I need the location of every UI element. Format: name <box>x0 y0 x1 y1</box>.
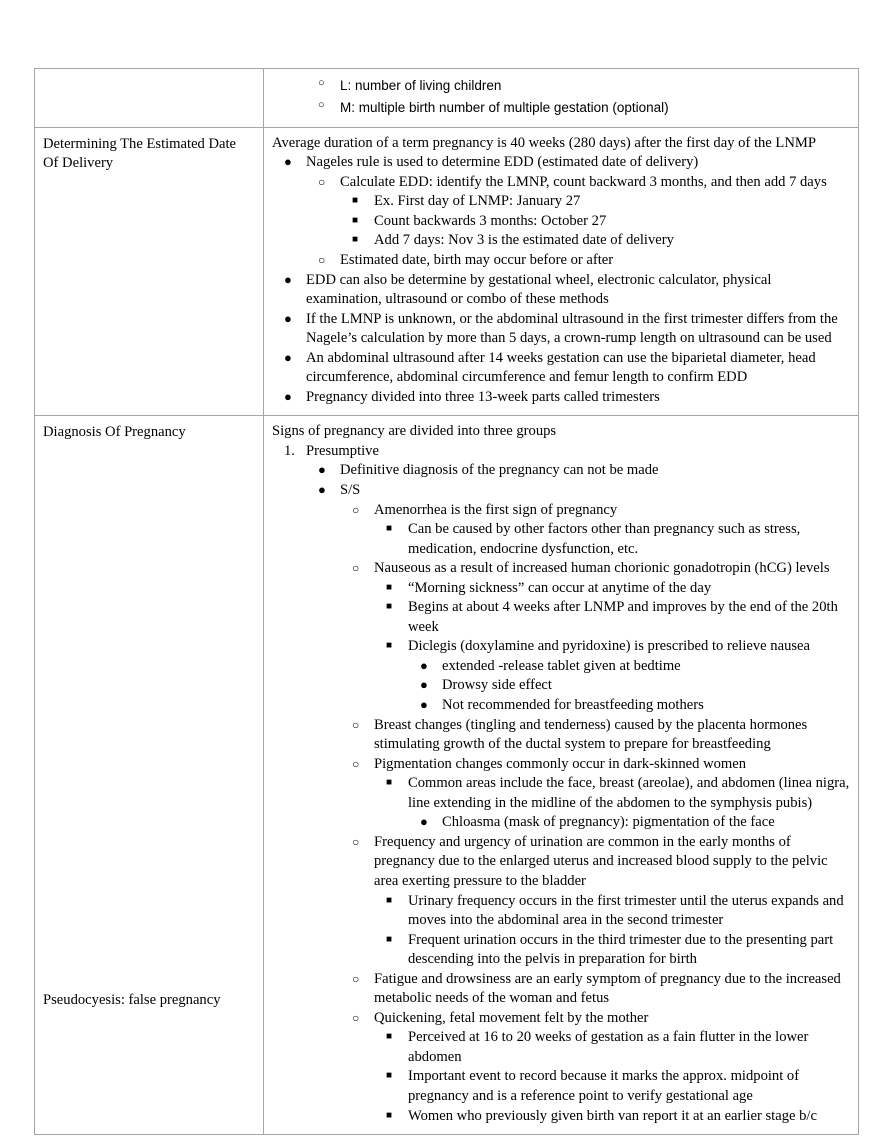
list-item <box>352 192 850 212</box>
list-item <box>318 97 850 119</box>
list-item-text: Nauseous as a result of increased human chorionic gonadotropin (hCG) levels <box>374 560 830 577</box>
row-label-cell <box>35 127 264 416</box>
square-bullet-icon: ■ <box>386 777 393 789</box>
list-item-text: “Morning sickness” can occur at anytime of the day <box>408 579 712 596</box>
list-item <box>386 520 850 559</box>
table-row <box>35 416 859 1135</box>
circle-bullet-icon: ○ <box>352 502 360 517</box>
disc-bullet-icon: ● <box>284 388 292 404</box>
circle-bullet-icon: ○ <box>352 971 360 986</box>
disc-bullet-icon: ● <box>420 677 428 693</box>
row-body-cell <box>264 69 859 128</box>
circle-bullet-icon: ○ <box>352 717 360 732</box>
row-label: Diagnosis Of Pregnancy <box>43 424 186 441</box>
disc-bullet-icon: ● <box>420 697 428 713</box>
circle-bullet-icon: ○ <box>318 174 326 189</box>
disc-bullet-icon: ● <box>318 462 326 478</box>
disc-bullet-icon: ● <box>420 814 428 830</box>
list-item <box>318 251 850 271</box>
list-item-text: Breast changes (tingling and tenderness) caused by the placenta hormones stimulating growth of the ductal system to prepare for breastfeeding <box>374 716 808 753</box>
list-item <box>420 676 850 696</box>
list-item <box>284 388 850 408</box>
square-bullet-icon: ■ <box>352 195 359 207</box>
list-item <box>352 716 850 755</box>
list-item-text: An abdominal ultrasound after 14 weeks gestation can use the biparietal diameter, head circumference, abdominal circumference and femur length to confirm EDD <box>306 349 816 386</box>
list-item <box>386 637 850 657</box>
list-item-text: Frequent urination occurs in the third trimester due to the presenting part descending into the pelvis in preparation for birth <box>408 931 834 968</box>
list-item-text: Perceived at 16 to 20 weeks of gestation as a fain flutter in the lower abdomen <box>408 1029 809 1065</box>
square-bullet-icon: ■ <box>386 1031 393 1043</box>
list-item-text: Urinary frequency occurs in the first trimester until the uterus expands and moves into the abdominal area in the second trimester <box>408 892 844 929</box>
list-item-text: Estimated date, birth may occur before or after <box>340 252 614 268</box>
list-item <box>284 310 850 349</box>
list-item-text: Can be caused by other factors other than pregnancy such as stress, medication, endocrine dysfunction, etc. <box>408 521 801 557</box>
table-row <box>35 127 859 416</box>
list-item <box>352 833 850 892</box>
lead-text: Average duration of a term pregnancy is 40 weeks (280 days) after the first day of the LNMP <box>272 134 816 151</box>
list-item-text: Pigmentation changes commonly occur in dark-skinned women <box>374 755 747 772</box>
list-item-text: Definitive diagnosis of the pregnancy can not be made <box>340 462 659 479</box>
list-item-text: Count backwards 3 months: October 27 <box>374 212 607 229</box>
disc-bullet-icon: ● <box>284 271 292 287</box>
list-item <box>318 75 850 97</box>
square-bullet-icon: ■ <box>352 214 359 226</box>
square-bullet-icon: ■ <box>386 581 393 593</box>
circle-bullet-icon: ○ <box>352 1010 360 1025</box>
list-item-text: Quickening, fetal movement felt by the mother <box>374 1009 649 1026</box>
list-item-text: Nageles rule is used to determine EDD (estimated date of delivery) <box>306 154 699 171</box>
list-item <box>352 1009 850 1029</box>
circle-bullet-icon: ○ <box>318 253 326 267</box>
list-item <box>318 461 850 481</box>
row-label-cell <box>35 69 264 128</box>
list-item <box>284 442 850 462</box>
list-item <box>284 153 850 173</box>
list-item-text: Women who previously given birth van report it at an earlier stage b/c <box>408 1107 817 1124</box>
list-item-text: Ex. First day of LNMP: January 27 <box>374 193 581 210</box>
notes-table <box>34 68 859 1135</box>
list-item <box>420 696 850 716</box>
lead-text: Signs of pregnancy are divided into three groups <box>272 423 557 440</box>
list-item <box>386 1067 850 1106</box>
disc-bullet-icon: ● <box>284 154 292 170</box>
list-item <box>386 1028 850 1067</box>
list-item-text: extended -release tablet given at bedtime <box>442 657 681 674</box>
list-item-text: M: multiple birth number of multiple gestation (optional) <box>340 99 669 115</box>
list-item-text: Important event to record because it marks the approx. midpoint of pregnancy and is a reference point to verify gestational age <box>408 1068 800 1104</box>
square-bullet-icon: ■ <box>386 640 393 652</box>
list-item-text: Drowsy side effect <box>442 677 552 694</box>
disc-bullet-icon: ● <box>284 349 292 365</box>
list-item <box>386 1107 850 1127</box>
circle-bullet-icon: ○ <box>318 98 325 111</box>
row-label: Determining The Estimated Date Of Delivery <box>43 135 237 172</box>
list-item <box>352 231 850 251</box>
list-item-text: Frequency and urgency of urination are common in the early months of pregnancy due to the enlarged uterus and increased blood supply to the pelvic area exerting pressure to the bladder <box>374 833 828 889</box>
list-item-text: Common areas include the face, breast (areolae), and abdomen (linea nigra, line extending in the midline of the abdomen to the symphysis pubis) <box>408 775 850 811</box>
list-item-text: EDD can also be determine by gestational wheel, electronic calculator, physical examination, ultrasound or combo of these methods <box>306 271 772 308</box>
square-bullet-icon: ■ <box>386 1109 393 1121</box>
list-item-text: Begins at about 4 weeks after LNMP and improves by the end of the 20th week <box>408 599 838 635</box>
circle-bullet-icon: ○ <box>352 834 360 849</box>
square-bullet-icon: ■ <box>386 601 393 613</box>
list-item-text: S/S <box>340 482 361 499</box>
row-label-cell <box>35 416 264 1135</box>
row-label <box>43 75 255 76</box>
row-body-cell <box>264 127 859 416</box>
list-item <box>386 892 850 931</box>
list-item-text: Pregnancy divided into three 13-week parts called trimesters <box>306 388 660 405</box>
row-body-cell <box>264 416 859 1135</box>
disc-bullet-icon: ● <box>284 310 292 326</box>
list-item <box>352 501 850 521</box>
row-label-secondary: Pseudocyesis: false pregnancy <box>43 991 221 1008</box>
list-item <box>284 349 850 388</box>
list-item-text: Diclegis (doxylamine and pyridoxine) is prescribed to relieve nausea <box>408 638 811 655</box>
square-bullet-icon: ■ <box>386 1070 393 1082</box>
list-item-text: Add 7 days: Nov 3 is the estimated date of delivery <box>374 232 674 249</box>
circle-bullet-icon: ○ <box>352 756 360 771</box>
square-bullet-icon: ■ <box>386 523 393 535</box>
list-item-text: If the LMNP is unknown, or the abdominal ultrasound in the first trimester differs from the Nagele’s calculation by more than 5 days, a crown-rump length on ultrasound can be used <box>306 310 838 347</box>
list-item-text: Presumptive <box>306 442 379 459</box>
table-row <box>35 69 859 128</box>
list-item-text: Fatigue and drowsiness are an early symptom of pregnancy due to the increased metabolic needs of the woman and fetus <box>374 970 841 1007</box>
list-item <box>318 481 850 501</box>
circle-bullet-icon: ○ <box>318 77 325 89</box>
list-item <box>352 755 850 775</box>
list-item-text: Amenorrhea is the first sign of pregnancy <box>374 501 618 518</box>
list-item <box>352 970 850 1009</box>
ordered-marker: 1. <box>284 442 295 459</box>
square-bullet-icon: ■ <box>352 234 359 246</box>
list-item <box>386 774 850 813</box>
list-item <box>352 212 850 232</box>
disc-bullet-icon: ● <box>318 482 326 498</box>
list-item <box>420 813 850 833</box>
circle-bullet-icon: ○ <box>352 561 360 576</box>
list-item <box>318 173 850 193</box>
list-item-text: Not recommended for breastfeeding mothers <box>442 697 704 714</box>
square-bullet-icon: ■ <box>386 894 393 906</box>
list-item <box>420 657 850 677</box>
list-item-text: Chloasma (mask of pregnancy): pigmentation of the face <box>442 814 775 831</box>
list-item <box>386 931 850 970</box>
list-item <box>352 559 850 579</box>
list-item-text: Calculate EDD: identify the LMNP, count backward 3 months, and then add 7 days <box>340 173 827 190</box>
list-item <box>386 598 850 637</box>
square-bullet-icon: ■ <box>386 933 393 945</box>
list-item <box>284 271 850 310</box>
list-item-text: L: number of living children <box>340 78 502 93</box>
list-item <box>386 579 850 599</box>
disc-bullet-icon: ● <box>420 657 428 673</box>
